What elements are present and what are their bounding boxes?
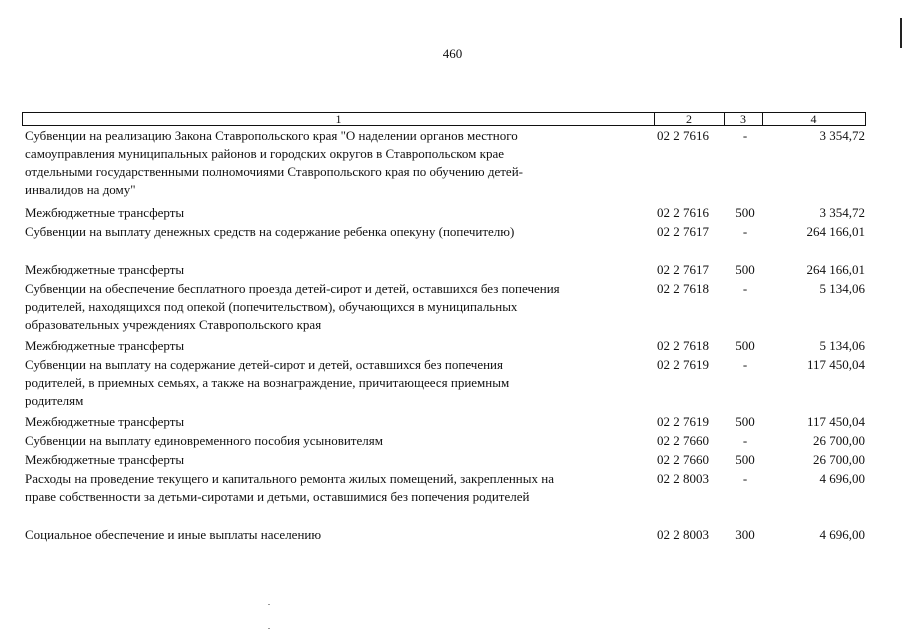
row-amount: 117 450,04 [806,414,865,429]
row-description: Межбюджетные трансферты [25,262,185,277]
row-amount: 5 134,06 [819,281,865,296]
row-type: 500 [735,452,755,467]
row-description: Межбюджетные трансферты [25,414,185,429]
row-description: Межбюджетные трансферты [25,452,185,467]
row-code: 02 2 8003 [657,527,709,542]
row-code: 02 2 7660 [657,452,709,467]
row-code: 02 2 7618 [657,338,709,353]
row-amount: 4 696,00 [819,527,865,542]
table-header-row [22,112,866,126]
row-description: Субвенции на обеспечение бесплатного проезда детей-сирот и детей, оставшихся без попечения родителей, находящихся под опекой (попечительством), обучающихся в муниципальных образовательных учреждениях Ставропольского края [25,281,560,332]
header-col-3: 3 [724,113,763,125]
row-amount: 4 696,00 [819,471,865,486]
row-description: Социальное обеспечение и иные выплаты населению [25,527,322,542]
row-type: 500 [735,262,755,277]
scan-speck [268,628,270,629]
row-description: Субвенции на выплату на содержание детей-сирот и детей, оставшихся без попечения родителей, в приемных семьях, а также на вознаграждение, причитающееся приемным родителям [25,357,510,408]
row-code: 02 2 7616 [657,205,709,220]
row-type: 300 [735,527,755,542]
row-type: - [742,471,748,486]
row-description: Субвенции на выплату единовременного пособия усыновителям [25,433,383,448]
row-description: Расходы на проведение текущего и капитального ремонта жилых помещений, закрепленных на праве собственности за детьми-сиротами и детьми, оставшимися без попечения родителей [25,471,554,504]
row-type: 500 [735,205,755,220]
row-amount: 3 354,72 [819,128,865,143]
row-code: 02 2 8003 [657,471,709,486]
row-code: 02 2 7618 [657,281,709,296]
scan-speck [268,604,270,605]
row-type: - [742,433,748,448]
page-number: 460 [442,46,463,61]
row-description: Межбюджетные трансферты [25,205,185,220]
row-code: 02 2 7616 [657,128,709,143]
row-type: - [742,224,748,239]
row-description: Субвенции на выплату денежных средств на содержание ребенка опекуну (попечителю) [25,224,515,239]
row-type: - [742,281,748,296]
row-type: 500 [735,414,755,429]
row-amount: 264 166,01 [806,262,865,277]
row-amount: 3 354,72 [819,205,865,220]
header-col-2: 2 [654,113,725,125]
row-amount: 5 134,06 [819,338,865,353]
row-description: Межбюджетные трансферты [25,338,185,353]
row-amount: 26 700,00 [813,452,865,467]
row-code: 02 2 7660 [657,433,709,448]
scan-edge-mark [900,18,902,48]
row-amount: 117 450,04 [806,357,865,372]
row-code: 02 2 7619 [657,414,709,429]
row-type: 500 [735,338,755,353]
row-code: 02 2 7619 [657,357,709,372]
row-code: 02 2 7617 [657,262,709,277]
row-type: - [742,357,748,372]
header-col-4: 4 [810,112,817,126]
header-col-1: 1 [23,113,655,125]
row-amount: 264 166,01 [806,224,865,239]
row-description: Субвенции на реализацию Закона Ставропольского края "О наделении органов местного самоуправления муниципальных районов и городских округов в Ставропольском крае отдельными государственными полномочиями Ставропольского края по обучению детей- инвалидов на дому" [25,128,523,197]
row-code: 02 2 7617 [657,224,709,239]
row-type: - [742,128,748,143]
row-amount: 26 700,00 [813,433,865,448]
